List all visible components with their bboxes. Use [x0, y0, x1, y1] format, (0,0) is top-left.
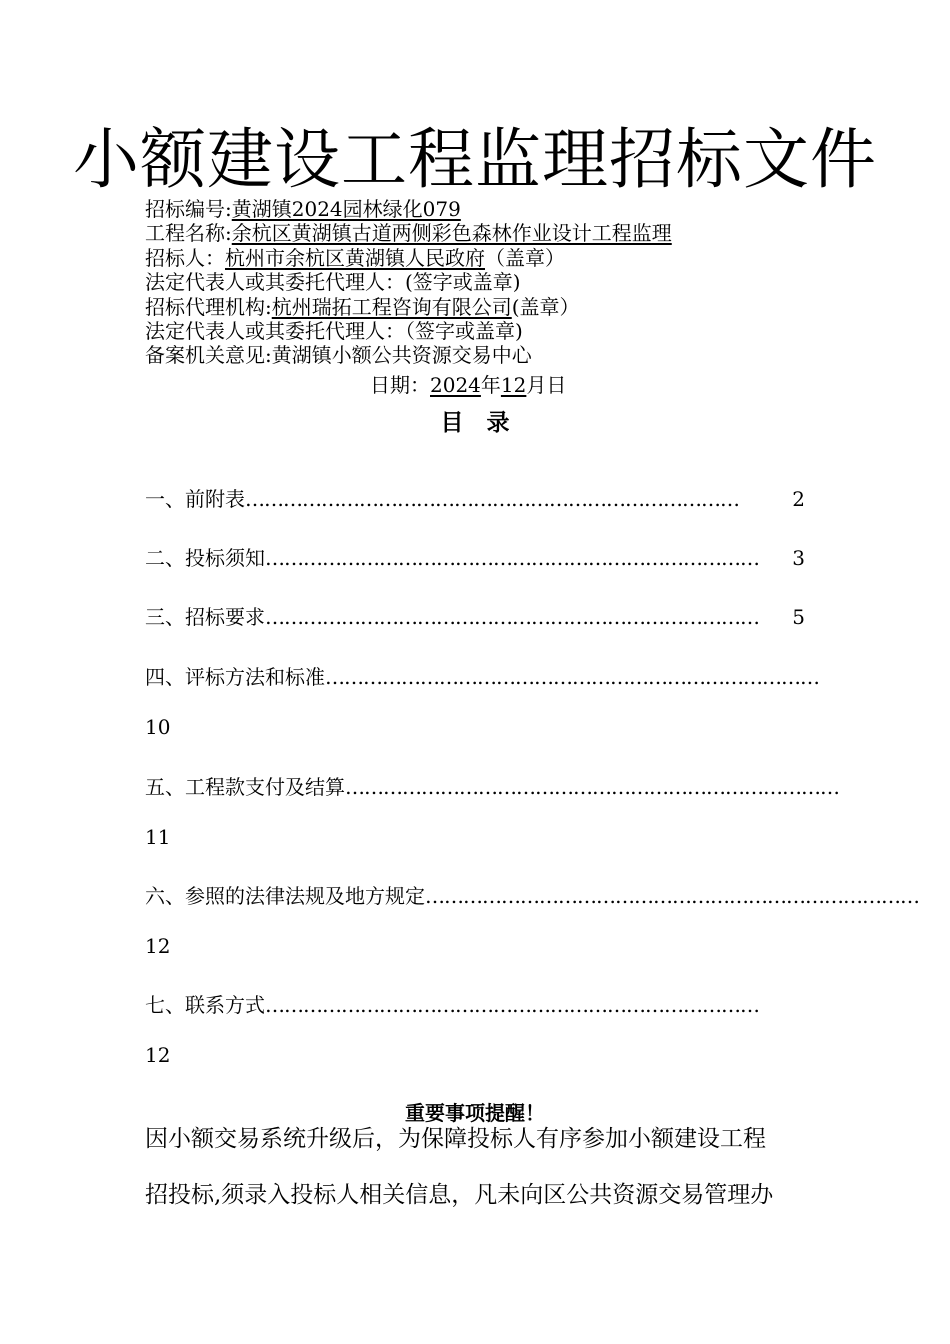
toc-item-label: 七、联系方式: [145, 993, 265, 1017]
toc-item-page: 12: [145, 1043, 171, 1067]
project-name-value: 余杭区黄湖镇古道两侧彩色森林作业设计工程监理: [231, 221, 672, 246]
document-title: 小额建设工程监理招标文件: [73, 121, 877, 198]
toc-item-label: 五、工程款支付及结算: [145, 775, 345, 799]
tenderer-value: 杭州市余杭区黄湖镇人民政府: [225, 245, 485, 270]
agency-label: 招标代理机构:: [145, 294, 272, 319]
legal-representative-row-1: 法定代表人或其委托代理人：(签字或盖章): [145, 270, 521, 295]
date-prefix: 日期：: [370, 373, 430, 397]
tender-code-value: 黄湖镇2024园林绿化079: [231, 197, 461, 221]
toc-item-leader: ……………………………………………………………………: [325, 665, 819, 689]
tender-code-label: 招标编号:: [145, 197, 232, 221]
toc-item-page: 11: [145, 825, 171, 849]
toc-title: 目 录: [440, 409, 510, 436]
agency-seal-note: (盖章）: [511, 294, 580, 319]
date-year: 2024: [430, 373, 481, 397]
project-name-label: 工程名称:: [145, 221, 232, 246]
toc-item-leader: ……………………………………………………………………: [345, 775, 839, 799]
toc-item[interactable]: [145, 543, 805, 573]
legal-representative-row-2: 法定代表人或其委托代理人：（签字或盖章): [145, 319, 523, 344]
document-date: [370, 372, 566, 398]
toc-item[interactable]: [145, 881, 919, 911]
toc-item-label: 一、前附表: [145, 487, 245, 511]
toc-item-page: 5: [792, 605, 805, 629]
toc-item[interactable]: [145, 772, 839, 802]
toc-item-leader: ……………………………………………………………………: [265, 605, 759, 629]
tender-code-row: [145, 197, 672, 221]
tenderer-label: 招标人：: [145, 245, 225, 270]
date-year-unit: 年: [480, 373, 501, 397]
toc-item[interactable]: [145, 602, 805, 632]
tenderer-seal-note: （盖章）: [485, 245, 565, 270]
toc-item[interactable]: [145, 662, 819, 692]
toc-item-label: 四、评标方法和标准: [145, 665, 325, 689]
toc-item-page: 12: [145, 934, 171, 958]
notice-heading: 重要事项提醒！: [405, 1101, 545, 1125]
toc-item-page: 3: [792, 546, 805, 570]
agency-value: 杭州瑞拓工程咨询有限公司: [271, 294, 512, 319]
toc-item-leader: ……………………………………………………………………: [245, 487, 739, 511]
toc-item[interactable]: [145, 990, 805, 1020]
toc-item-leader: ……………………………………………………………………: [265, 546, 759, 570]
filing-authority-row: 备案机关意见:黄湖镇小额公共资源交易中心: [145, 343, 532, 368]
toc-item-page: 2: [792, 487, 805, 511]
toc-item-label: 六、参照的法律法规及地方规定: [145, 884, 425, 908]
toc-item-leader: ……………………………………………………………………: [265, 993, 759, 1017]
agency-row: [145, 295, 672, 319]
toc-item-label: 二、投标须知: [145, 546, 265, 570]
toc-item[interactable]: [145, 484, 805, 514]
date-month-unit: 月日: [526, 373, 567, 397]
toc-item-page: 10: [145, 715, 171, 739]
toc-item-label: 三、招标要求: [145, 605, 265, 629]
notice-paragraph-line: 招投标,须录入投标人相关信息，凡未向区公共资源交易管理办: [145, 1182, 774, 1208]
tender-info-block: [145, 197, 672, 368]
tenderer-row: [145, 246, 672, 270]
project-name-row: [145, 221, 672, 245]
date-month: 12: [500, 373, 527, 397]
toc-item-leader: ……………………………………………………………………: [425, 884, 919, 908]
notice-paragraph-line: 因小额交易系统升级后，为保障投标人有序参加小额建设工程: [145, 1126, 766, 1152]
